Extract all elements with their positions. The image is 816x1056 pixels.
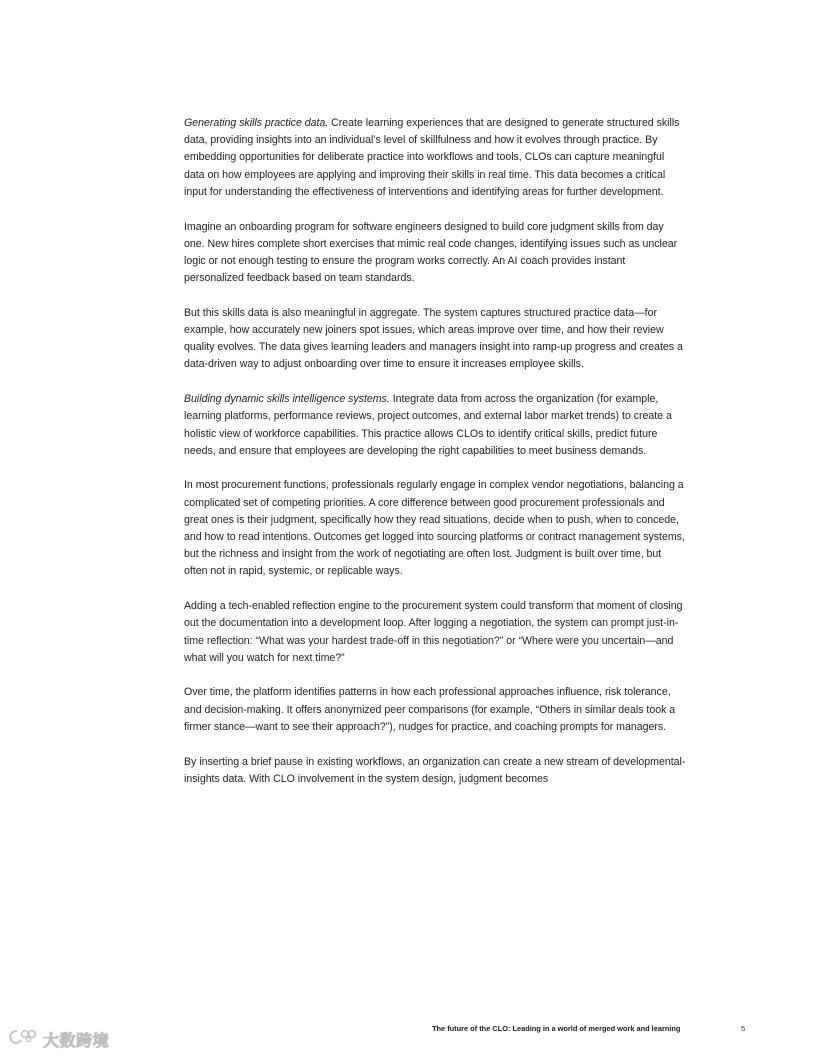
paragraph-lead: Generating skills practice data. [184,117,329,129]
paragraph-text: By inserting a brief pause in existing workflows, an organization can create a new stream of developmental-insights data. With CLO involvement in the system design, judgment becomes [184,755,686,785]
paragraph-text: Create learning experiences that are designed to generate structured skills data, providing insights into an individual’s level of skillfulness and how it evolves through practice. By embedding opportunities for deliberate practice into workflows and tools, CLOs can capture meaningful data on how employees are applying and improving their skills in real time. This data becomes a critical input for understanding the effectiveness of interventions and identifying areas for further development. [184,117,680,198]
watermark-text: 大数跨境 [43,1030,110,1050]
paragraph-text: Integrate data from across the organization (for example, learning platforms, performance reviews, project outcomes, and external labor market trends) to create a holistic view of workforce capabilities. This practice allows CLOs to identify critical skills, predict future needs, and ensure that employees are developing the right capabilities to meet business demands. [184,393,672,457]
paragraph-text: Imagine an onboarding program for software engineers designed to build core judgment skills from day one. New hires complete short exercises that mimic real code changes, identifying issues such as unclear logic or not enough testing to ensure the program works correctly. An AI coach provides instant personalized feedback based on team standards. [184,220,678,285]
paragraph-text: Adding a tech-enabled reflection engine to the procurement system could transform that moment of closing out the documentation into a development loop. After logging a negotiation, the system can prompt just-in-time reflection: “What was your hardest trade-off in this negotiation?” or “Where were you uncertain—and what will you watch for next time?” [184,600,683,664]
paragraph-reflection-engine [184,598,687,667]
watermark [7,1028,109,1050]
page-number: 5 [741,1024,746,1033]
paragraph-text: In most procurement functions, professionals regularly engage in complex vendor negotiations, balancing a complicated set of competing priorities. A core difference between good procurement professionals and great ones is their judgment, specifically how they read situations, decide when to push, when to concede, and how to read intentions. Outcomes get logged into sourcing platforms or contract management systems, but the richness and insight from the work of negotiating are often lost. Judgment is built over time, but often not in rapid, systemic, or replicable ways. [184,479,685,578]
paragraph-lead: Building dynamic skills intelligence systems. [184,393,390,406]
paragraph-brief-pause [184,754,687,788]
footer-title: The future of the CLO: Leading in a world of merged work and learning [432,1024,681,1033]
paragraph-skills-practice-data [184,115,687,201]
paragraph-onboarding-example [184,219,687,288]
paragraph-text: Over time, the platform identifies patterns in how each professional approaches influence, risk tolerance, and decision-making. It offers anonymized peer comparisons (for example, “Others in similar deals took a firmer stance—want to see their approach?”), nudges for practice, and coaching prompts for managers. [184,686,676,733]
article-body [184,115,687,806]
paragraph-skills-intelligence [184,391,687,460]
watermark-logo-icon [7,1027,41,1052]
paragraph-procurement [184,477,687,580]
paragraph-patterns [184,684,687,736]
paragraph-text: But this skills data is also meaningful in aggregate. The system captures structured practice data—for example, how accurately new joiners spot issues, which areas improve over time, and how their review quality evolves. The data gives learning leaders and managers insight into ramp-up progress and creates a data-driven way to adjust onboarding over time to ensure it increases employee skills. [184,306,683,371]
paragraph-aggregate-data [184,305,687,374]
